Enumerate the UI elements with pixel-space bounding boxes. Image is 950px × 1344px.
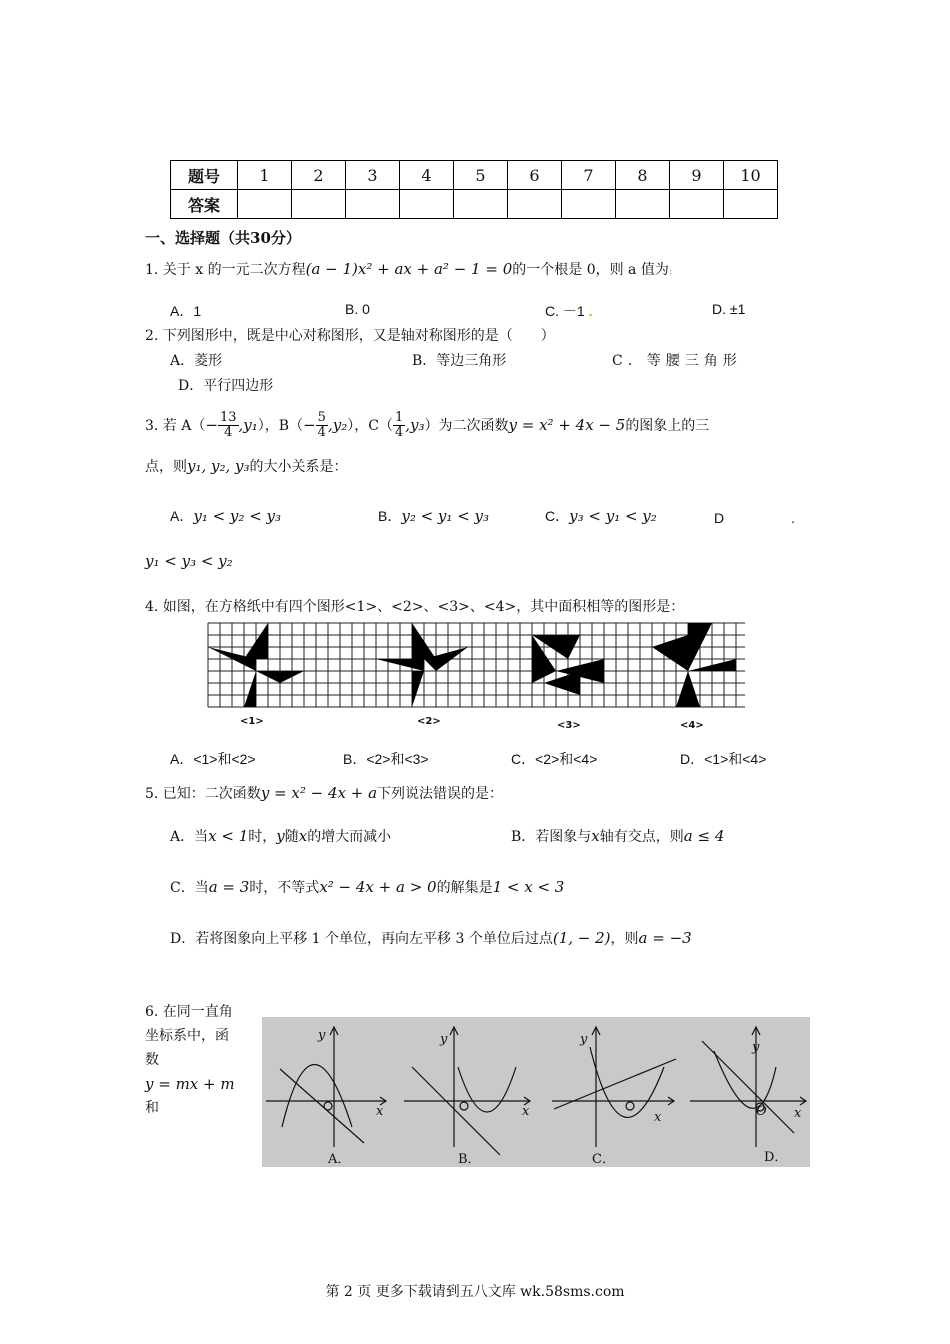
table-cell-number: 4	[400, 161, 454, 190]
q2-option-c[interactable]: C．等腰三角形	[612, 353, 742, 369]
q6-label-c[interactable]: C．	[592, 1152, 615, 1167]
question-1: 1. 关于 x 的一元二次方程(a − 1)x² + ax + a² − 1 = 0的一个根是 0，则 a 值为:	[145, 260, 673, 278]
answer-cell[interactable]	[454, 190, 508, 219]
q6-axis-x-c: x	[654, 1110, 662, 1125]
table-cell-number: 1	[238, 161, 292, 190]
table-cell-number: 2	[292, 161, 346, 190]
q3-option-c[interactable]: C．y₃ < y₁ < y₂	[545, 507, 657, 525]
q4-option-c[interactable]: C．<2>和<4>	[511, 751, 598, 767]
answer-cell[interactable]	[616, 190, 670, 219]
q4-stem: 4. 如图，在方格纸中有四个图形<1>、<2>、<3>、<4>，其中面积相等的图形是：	[145, 599, 685, 615]
q1-option-d[interactable]: D. ±1	[712, 301, 746, 317]
q3-fraction-a: $\frac{13}{4}$	[219, 409, 237, 440]
q3-line-2: 点，则y₁, y₂, y₃的大小关系是：	[145, 457, 348, 475]
answer-cell[interactable]	[508, 190, 562, 219]
table-cell-number: 10	[724, 161, 778, 190]
q4-option-d[interactable]: D．<1>和<4>	[680, 751, 767, 767]
table-cell-number: 8	[616, 161, 670, 190]
answer-cell[interactable]	[670, 190, 724, 219]
q4-figure-label-1: <1>	[240, 716, 264, 727]
q4-figure-label-2: <2>	[417, 716, 441, 727]
q3-function: y = x² + 4x − 5	[508, 416, 626, 434]
table-cell-number: 3	[346, 161, 400, 190]
question-3: 3. 若 A（ − $\frac{13}{4}$ , y₁ ），B（ − $\frac{5}{4}$ , y₂ ），C（ $\frac{1}{4}$ , y₃ ）为二次函数 y = x² + 4x − 5 的图象上的三	[145, 409, 710, 440]
section-title: 一、选择题（共30分）	[145, 229, 301, 247]
answer-table-number-row	[171, 161, 778, 190]
q4-grid-figure	[200, 618, 745, 738]
q3-y2: y₂	[332, 416, 348, 434]
answer-cell[interactable]	[238, 190, 292, 219]
q4-option-b[interactable]: B．<2>和<3>	[343, 751, 429, 767]
table-header-question-number: 题号	[171, 161, 238, 190]
table-cell-number: 5	[454, 161, 508, 190]
answer-cell[interactable]	[346, 190, 400, 219]
table-cell-number: 6	[508, 161, 562, 190]
q6-axis-x-b: x	[522, 1104, 530, 1119]
q3-option-b[interactable]: B．y₂ < y₁ < y₃	[378, 507, 490, 525]
q2-option-b[interactable]: B．等边三角形	[412, 353, 507, 369]
q2-option-d[interactable]: D．平行四边形	[178, 378, 274, 394]
q3-text-2: ），B（	[257, 418, 304, 434]
q6-label-b[interactable]: B．	[458, 1152, 481, 1167]
q3-fraction-b: $\frac{5}{4}$	[317, 409, 326, 440]
page-footer: 第 2 页 更多下载请到五八文库 wk.58sms.com	[325, 1284, 625, 1300]
q6-axis-y-a: y	[318, 1028, 326, 1043]
q6-function: y = mx + m	[145, 1075, 235, 1093]
table-cell-number: 9	[670, 161, 724, 190]
q5-function: y = x² − 4x + a	[260, 784, 378, 802]
q3-option-d-expr[interactable]: y₁ < y₃ < y₂	[145, 552, 233, 570]
q3-text-3: ），C（	[347, 418, 393, 434]
answer-table-answer-row	[171, 190, 778, 219]
answer-cell[interactable]	[562, 190, 616, 219]
q3-fraction-c: $\frac{1}{4}$	[394, 409, 404, 440]
q3-option-a[interactable]: A．y₁ < y₂ < y₃	[170, 507, 282, 525]
q2-stem: 2. 下列图形中，既是中心对称图形，又是轴对称图形的是（ ）	[145, 328, 555, 344]
q6-stem: 6. 在同一直角 坐标系中，函 数 y = mx + m 和	[145, 1004, 235, 1116]
answer-cell[interactable]	[400, 190, 454, 219]
table-header-answer: 答案	[171, 190, 238, 219]
answer-table	[170, 160, 778, 219]
q6-label-d[interactable]: D．	[764, 1150, 788, 1165]
q1-prefix: 1. 关于 x 的一元二次方程	[145, 262, 306, 278]
q1-option-a[interactable]: A．1	[170, 303, 202, 319]
q6-axis-y-b: y	[440, 1032, 448, 1047]
q6-axis-x-a: x	[376, 1104, 384, 1119]
q6-axis-y-c: y	[580, 1032, 588, 1047]
q5-option-d[interactable]: D．若将图象向上平移 1 个单位，再向左平移 3 个单位后过点(1, − 2)，则a = −3	[170, 929, 692, 947]
q3-vars: y₁, y₂, y₃	[187, 457, 250, 475]
q5-option-c[interactable]: C．当a = 3时，不等式x² − 4x + a > 0的解集是1 < x < 3	[170, 878, 565, 896]
q4-figure-label-4: <4>	[680, 720, 704, 731]
q6-graphs-figure	[262, 1017, 810, 1167]
q5-stem: 5. 已知：二次函数y = x² − 4x + a下列说法错误的是：	[145, 784, 504, 802]
q6-axis-x-d: x	[794, 1106, 802, 1121]
q3-text-5: 的图象上的三	[625, 418, 710, 434]
q1-equation: (a − 1)x² + ax + a² − 1 = 0	[305, 260, 513, 278]
q2-option-a[interactable]: A．菱形	[170, 353, 223, 369]
q3-y3: y₃	[410, 416, 425, 434]
q6-label-a[interactable]: A．	[328, 1152, 351, 1167]
q4-figure-label-3: <3>	[557, 720, 581, 731]
q3-option-d-label[interactable]: D	[714, 510, 725, 526]
q1-suffix: 的一个根是 0，则 a 值为	[512, 262, 669, 278]
q5-option-b[interactable]: B．若图象与x轴有交点，则a ≤ 4	[511, 827, 725, 845]
q1-option-c[interactable]: C. －1 .	[545, 303, 593, 319]
answer-cell[interactable]	[724, 190, 778, 219]
q5-option-a[interactable]: A．当x < 1时，y随x的增大而减小	[170, 827, 392, 845]
q4-option-a[interactable]: A．<1>和<2>	[170, 751, 256, 767]
q3-option-d-dot: .	[791, 510, 795, 526]
q3-text-4: ）为二次函数	[424, 418, 509, 434]
q3-y1: y₁	[243, 416, 258, 434]
answer-cell[interactable]	[292, 190, 346, 219]
q6-origin-d: O	[756, 1104, 767, 1119]
q1-option-b[interactable]: B. 0	[345, 301, 370, 317]
table-cell-number: 7	[562, 161, 616, 190]
q3-text-1: 3. 若 A（	[145, 418, 206, 434]
q6-axis-y-d: y	[752, 1040, 760, 1055]
